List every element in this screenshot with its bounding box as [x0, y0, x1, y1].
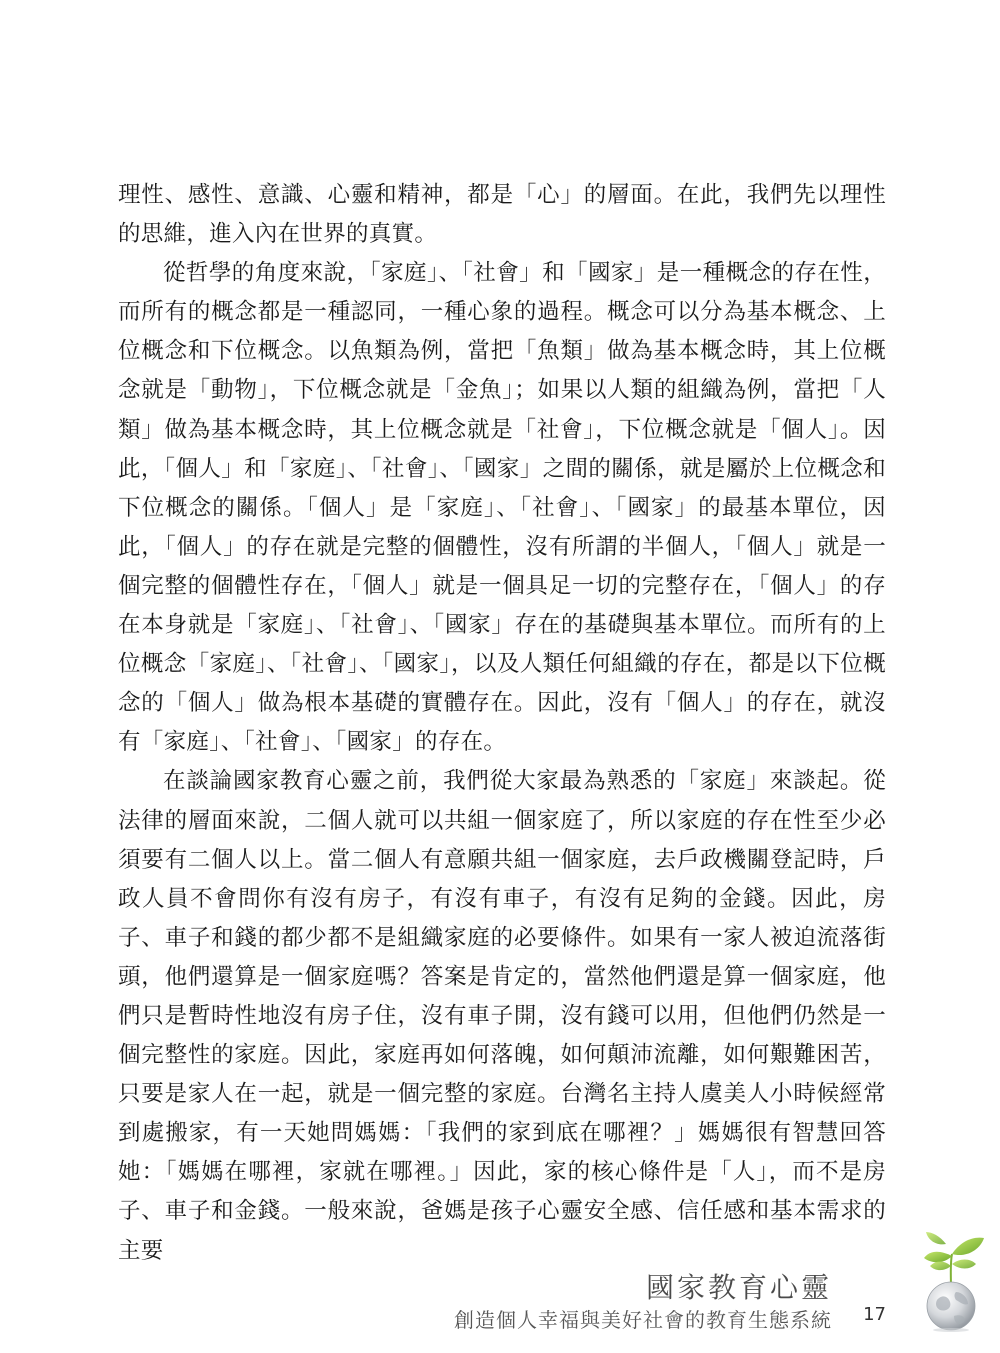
globe-with-sprout-icon: [910, 1220, 992, 1332]
page-footer: [0, 1260, 1000, 1353]
page-number: 17: [863, 1304, 886, 1325]
paragraph-1: 理性、感性、意識、心靈和精神，都是「心」的層面。在此，我們先以理性的思維，進入內在世界的真實。: [118, 182, 886, 248]
paragraph-2: 從哲學的角度來說，「家庭」、「社會」和「國家」是一種概念的存在性，而所有的概念都是一種認同，一種心象的過程。概念可以分為基本概念、上位概念和下位概念。以魚類為例，當把「魚類」做為基本概念時，其上位概念就是「動物」，下位概念就是「金魚」；如果以人類的組織為例，當把「人類」做為基本概念時，其上位概念就是「社會」，下位概念就是「個人」。因此，「個人」和「家庭」、「社會」、「國家」之間的關係，就是屬於上位概念和下位概念的關係。「個人」是「家庭」、「社會」、「國家」的最基本單位，因此，「個人」的存在就是完整的個體性，沒有所謂的半個人，「個人」就是一個完整的個體性存在，「個人」就是一個具足一切的完整存在，「個人」的存在本身就是「家庭」、「社會」、「國家」存在的基礎與基本單位。而所有的上位概念「家庭」、「社會」、「國家」，以及人類任何組織的存在，都是以下位概念的「個人」做為根本基礎的實體存在。因此，沒有「個人」的存在，就沒有「家庭」、「社會」、「國家」的存在。: [118, 260, 886, 756]
book-subtitle: 創造個人幸福與美好社會的教育生態系統: [454, 1308, 832, 1332]
main-text: [118, 176, 886, 1271]
book-title: 國家教育心靈: [645, 1271, 832, 1304]
paragraph-3: 在談論國家教育心靈之前，我們從大家最為熟悉的「家庭」來談起。從法律的層面來說，二個人就可以共組一個家庭了，所以家庭的存在性至少必須要有二個人以上。當二個人有意願共組一個家庭，去戶政機關登記時，戶政人員不會問你有沒有房子，有沒有車子，有沒有足夠的金錢。因此，房子、車子和錢的都少都不是組織家庭的必要條件。如果有一家人被迫流落街頭，他們還算是一個家庭嗎？答案是肯定的，當然他們還是算一個家庭，他們只是暫時性地沒有房子住，沒有車子開，沒有錢可以用，但他們仍然是一個完整性的家庭。因此，家庭再如何落魄，如何顛沛流離，如何艱難困苦，只要是家人在一起，就是一個完整的家庭。台灣名主持人虞美人小時候經常到處搬家，有一天她問媽媽：「我們的家到底在哪裡？」媽媽很有智慧回答她：「媽媽在哪裡，家就在哪裡。」因此，家的核心條件是「人」，而不是房子、車子和金錢。一般來說，爸媽是孩子心靈安全感、信任感和基本需求的主要: [118, 768, 886, 1264]
